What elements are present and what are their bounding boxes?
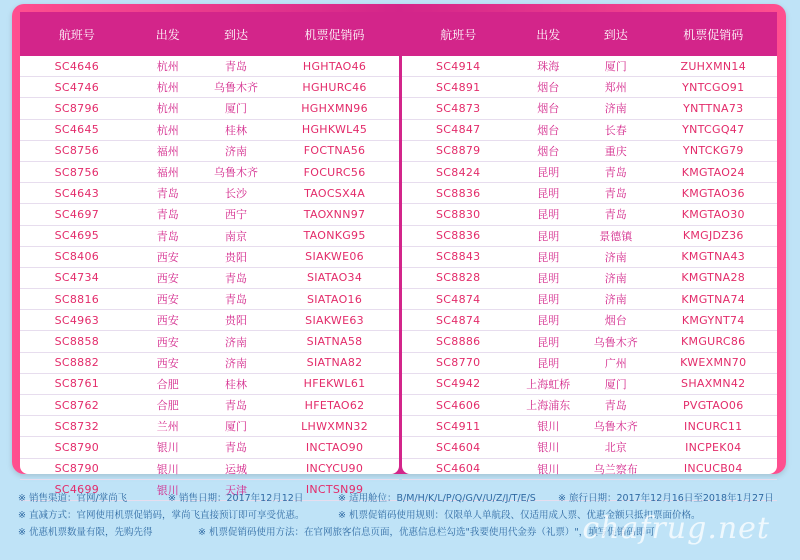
cell-to: 青岛 <box>225 441 248 455</box>
cell-flight: SC8790 <box>54 462 100 476</box>
cell-to: 长春 <box>604 123 627 137</box>
cell-code: YNTTNA73 <box>683 101 744 115</box>
table-row <box>20 331 399 352</box>
cell-to: 济南 <box>604 102 627 116</box>
cell-to: 西宁 <box>225 208 248 222</box>
cell-to: 乌鲁木齐 <box>214 81 259 95</box>
cell-code: INCTSN99 <box>305 483 364 497</box>
cell-code: SIAKWE06 <box>305 250 364 264</box>
cell-to: 乌兰察布 <box>593 462 638 476</box>
cell-from: 昆明 <box>537 187 560 201</box>
cell-to: 青岛 <box>225 293 248 307</box>
cell-from: 昆明 <box>537 356 560 370</box>
cell-code: SIATAO16 <box>306 292 363 306</box>
table-row <box>20 247 399 268</box>
cell-from: 青岛 <box>156 229 179 243</box>
cell-flight: SC8828 <box>436 271 481 285</box>
cell-from: 青岛 <box>156 208 179 222</box>
cell-flight: SC4942 <box>436 377 481 391</box>
cell-from: 烟台 <box>537 144 560 158</box>
cell-from: 福州 <box>156 144 179 158</box>
cell-to: 济南 <box>225 144 248 158</box>
note-limit: ※ 优惠机票数量有限，先购先得 <box>18 527 153 538</box>
cell-to: 厦门 <box>604 60 627 74</box>
cell-flight: SC4645 <box>54 123 100 137</box>
note-method: ※ 机票促销码使用方法：在官网旅客信息页面，优惠信息栏勾选"我要使用代金券（礼票）"，填写促销码即可 <box>198 527 655 538</box>
cell-flight: SC8843 <box>436 250 481 264</box>
table-row <box>20 226 399 247</box>
table-row <box>20 120 399 141</box>
cell-flight: SC4604 <box>436 462 481 476</box>
table-row <box>402 416 777 437</box>
cell-code: HGHKWL45 <box>301 123 368 137</box>
cell-from: 杭州 <box>156 123 179 137</box>
table-row <box>20 98 399 119</box>
note-cabins: ※ 适用舱位：B/M/H/K/L/P/Q/G/V/U/Z/J/T/E/S <box>338 493 536 504</box>
cell-from: 西安 <box>156 335 179 349</box>
cell-code: PVGTAO06 <box>682 398 744 412</box>
cell-code: SIATNA58 <box>306 335 363 349</box>
cell-code: SIATNA82 <box>306 356 363 370</box>
cell-from: 西安 <box>156 293 179 307</box>
cell-to: 济南 <box>604 271 627 285</box>
cell-flight: SC4646 <box>54 59 100 73</box>
cell-code: KMGTNA28 <box>681 271 746 285</box>
cell-from: 昆明 <box>537 166 560 180</box>
cell-flight: SC4891 <box>436 80 481 94</box>
cell-code: KMGTNA74 <box>681 292 746 306</box>
cell-from: 昆明 <box>537 208 560 222</box>
cell-flight: SC8886 <box>436 335 481 349</box>
cell-flight: SC4874 <box>436 292 481 306</box>
cell-code: KWEXMN70 <box>680 356 747 370</box>
cell-from: 银川 <box>537 420 560 434</box>
cell-code: SIATAO34 <box>306 271 363 285</box>
table-row <box>20 374 399 395</box>
cell-flight: SC4699 <box>54 483 100 497</box>
cell-flight: SC8836 <box>436 186 481 200</box>
cell-to: 厦门 <box>225 102 248 116</box>
cell-from: 昆明 <box>537 293 560 307</box>
note-travel-date: ※ 旅行日期：2017年12月16日至2018年1月27日 <box>558 493 774 504</box>
cell-code: HFEKWL61 <box>303 377 366 391</box>
cell-to: 景德镇 <box>599 229 633 243</box>
table-row <box>20 141 399 162</box>
cell-code: KMGYNT74 <box>681 313 745 327</box>
cell-code: INCURC11 <box>684 419 743 433</box>
cell-to: 南京 <box>225 229 248 243</box>
cell-from: 西安 <box>156 356 179 370</box>
cell-from: 上海虹桥 <box>526 377 571 391</box>
cell-code: HFETAO62 <box>304 398 365 412</box>
table-row <box>402 56 777 77</box>
table-row <box>20 416 399 437</box>
cell-to: 厦门 <box>225 420 248 434</box>
table-row <box>402 204 777 225</box>
cell-from: 银川 <box>537 441 560 455</box>
note-channel: ※ 销售渠道：官网/掌尚飞 <box>18 493 128 504</box>
cell-code: ZUHXMN14 <box>680 59 746 73</box>
cell-to: 青岛 <box>604 208 627 222</box>
cell-flight: SC8756 <box>54 165 100 179</box>
cell-to: 长沙 <box>225 187 248 201</box>
table-row <box>402 310 777 331</box>
cell-to: 济南 <box>225 356 248 370</box>
cell-flight: SC4734 <box>54 271 100 285</box>
cell-from: 昆明 <box>537 314 560 328</box>
table-row <box>20 395 399 416</box>
cell-from: 珠海 <box>537 60 560 74</box>
cell-from: 福州 <box>156 166 179 180</box>
cell-to: 郑州 <box>604 81 627 95</box>
cell-from: 杭州 <box>156 81 179 95</box>
cell-flight: SC4874 <box>436 313 481 327</box>
cell-from: 兰州 <box>156 420 179 434</box>
cell-from: 昆明 <box>537 271 560 285</box>
cell-from: 上海浦东 <box>526 399 571 413</box>
cell-code: HGHTAO46 <box>302 59 367 73</box>
table-row <box>20 162 399 183</box>
right-table <box>402 12 777 474</box>
cell-flight: SC4697 <box>54 207 100 221</box>
cell-to: 济南 <box>225 335 248 349</box>
cell-to: 青岛 <box>225 271 248 285</box>
cell-from: 烟台 <box>537 123 560 137</box>
cell-flight: SC4914 <box>436 59 481 73</box>
cell-flight: SC8761 <box>54 377 100 391</box>
cell-code: KMGTNA43 <box>681 250 746 264</box>
cell-code: KMGTAO24 <box>681 165 745 179</box>
table-row <box>20 183 399 204</box>
table-row <box>20 310 399 331</box>
left-table <box>20 12 399 497</box>
cell-from: 杭州 <box>156 102 179 116</box>
cell-to: 桂林 <box>225 123 248 137</box>
table-row <box>20 268 399 289</box>
cell-flight: SC8790 <box>54 440 100 454</box>
cell-code: TAOXNN97 <box>303 207 366 221</box>
table-row <box>20 459 399 480</box>
cell-flight: SC8756 <box>54 144 100 158</box>
cell-to: 青岛 <box>604 399 627 413</box>
table-row <box>402 226 777 247</box>
cell-code: KMGJDZ36 <box>682 229 744 243</box>
cell-from: 西安 <box>156 250 179 264</box>
cell-code: SHAXMN42 <box>681 377 746 391</box>
cell-from: 西安 <box>156 314 179 328</box>
cell-code: KMGTAO36 <box>681 186 745 200</box>
cell-from: 银川 <box>156 441 179 455</box>
cell-code: HGHXMN96 <box>301 101 368 115</box>
cell-from: 昆明 <box>537 335 560 349</box>
cell-to: 青岛 <box>604 166 627 180</box>
right-table-header <box>402 12 777 56</box>
cell-flight: SC8858 <box>54 335 100 349</box>
table-row <box>20 204 399 225</box>
table-row <box>20 289 399 310</box>
cell-to: 广州 <box>604 356 627 370</box>
cell-flight: SC8882 <box>54 356 100 370</box>
cell-code: KMGURC86 <box>681 335 746 349</box>
header-flight: 航班号 <box>58 27 95 42</box>
header-to: 到达 <box>224 27 249 42</box>
table-row <box>402 331 777 352</box>
header-to: 到达 <box>603 27 628 42</box>
cell-to: 运城 <box>225 462 248 476</box>
table-row <box>20 77 399 98</box>
table-row <box>20 437 399 458</box>
table-row <box>402 183 777 204</box>
watermark: chafrug.net <box>582 511 770 546</box>
cell-to: 烟台 <box>604 314 627 328</box>
header-code: 机票促销码 <box>683 27 744 42</box>
cell-from: 青岛 <box>156 187 179 201</box>
note-rules: ※ 机票促销码使用规则：仅限单人单航段、仅适用成人票、优惠金额只抵扣票面价格。 <box>338 510 701 521</box>
table-row <box>402 77 777 98</box>
cell-to: 厦门 <box>604 377 627 391</box>
cell-from: 烟台 <box>537 81 560 95</box>
cell-from: 银川 <box>156 462 179 476</box>
cell-code: LHWXMN32 <box>301 419 369 433</box>
cell-from: 杭州 <box>156 60 179 74</box>
cell-to: 济南 <box>604 250 627 264</box>
header-from: 出发 <box>536 27 561 42</box>
cell-code: INCPEK04 <box>685 440 742 454</box>
cell-code: FOCURC56 <box>303 165 366 179</box>
right-table-body <box>402 56 777 501</box>
cell-flight: SC4847 <box>436 123 481 137</box>
left-table-header <box>20 12 399 56</box>
cell-flight: SC8830 <box>436 207 481 221</box>
cell-flight: SC4604 <box>436 440 481 454</box>
cell-code: INCUCB04 <box>683 462 743 476</box>
table-row <box>402 268 777 289</box>
cell-to: 青岛 <box>225 60 248 74</box>
cell-flight: SC4695 <box>54 229 100 243</box>
note-discount: ※ 直减方式：官网使用机票促销码，掌尚飞直接预订即可享受优惠。 <box>18 510 305 521</box>
cell-from: 西安 <box>156 271 179 285</box>
cell-flight: SC4873 <box>436 101 481 115</box>
cell-flight: SC8836 <box>436 229 481 243</box>
cell-to: 贵阳 <box>225 250 248 264</box>
cell-to: 乌鲁木齐 <box>593 335 638 349</box>
cell-flight: SC4606 <box>436 398 481 412</box>
cell-to: 青岛 <box>604 187 627 201</box>
table-row <box>402 353 777 374</box>
cell-to: 济南 <box>604 293 627 307</box>
cell-from: 银川 <box>156 483 179 497</box>
header-code: 机票促销码 <box>304 27 365 42</box>
cell-flight: SC8796 <box>54 101 100 115</box>
cell-to: 重庆 <box>604 144 627 158</box>
table-row <box>402 437 777 458</box>
cell-to: 天津 <box>225 483 248 497</box>
cell-flight: SC8406 <box>54 250 100 264</box>
cell-code: INCTAO90 <box>305 440 364 454</box>
cell-flight: SC8770 <box>436 356 481 370</box>
table-row <box>20 353 399 374</box>
table-row <box>402 141 777 162</box>
cell-code: FOCTNA56 <box>303 144 366 158</box>
table-row <box>402 120 777 141</box>
cell-code: INCYCU90 <box>305 462 364 476</box>
cell-code: TAONKG95 <box>303 229 366 243</box>
cell-code: KMGTAO30 <box>681 207 745 221</box>
cell-flight: SC4643 <box>54 186 100 200</box>
header-flight: 航班号 <box>440 27 477 42</box>
cell-to: 乌鲁木齐 <box>593 420 638 434</box>
cell-to: 贵阳 <box>225 314 248 328</box>
table-row <box>402 162 777 183</box>
cell-to: 乌鲁木齐 <box>214 166 259 180</box>
cell-from: 银川 <box>537 462 560 476</box>
table-row <box>402 374 777 395</box>
table-row <box>402 289 777 310</box>
cell-flight: SC8732 <box>54 419 100 433</box>
cell-code: HGHURC46 <box>302 80 367 94</box>
table-row <box>402 247 777 268</box>
cell-flight: SC8424 <box>436 165 481 179</box>
cell-flight: SC8816 <box>54 292 100 306</box>
cell-flight: SC8879 <box>436 144 481 158</box>
cell-code: YNTCGO91 <box>682 80 745 94</box>
cell-code: TAOCSX4A <box>304 186 366 200</box>
cell-flight: SC4746 <box>54 80 100 94</box>
cell-from: 合肥 <box>156 377 179 391</box>
table-row <box>402 98 777 119</box>
cell-from: 烟台 <box>537 102 560 116</box>
cell-to: 青岛 <box>225 399 248 413</box>
cell-flight: SC4963 <box>54 313 100 327</box>
cell-code: SIAKWE63 <box>305 313 364 327</box>
header-from: 出发 <box>155 27 180 42</box>
promo-table-frame <box>12 4 786 497</box>
cell-flight: SC8762 <box>54 398 100 412</box>
table-row <box>20 56 399 77</box>
cell-from: 昆明 <box>537 229 560 243</box>
table-row <box>402 459 777 480</box>
note-sale-date: ※ 销售日期：2017年12月12日 <box>168 493 304 504</box>
left-table-body <box>20 56 399 501</box>
cell-to: 北京 <box>604 441 627 455</box>
cell-code: YNTCKG79 <box>682 144 744 158</box>
cell-flight: SC4911 <box>436 419 481 433</box>
table-row <box>402 395 777 416</box>
cell-from: 合肥 <box>156 399 179 413</box>
cell-from: 昆明 <box>537 250 560 264</box>
cell-code: YNTCGQ47 <box>682 123 745 137</box>
cell-to: 桂林 <box>225 377 248 391</box>
